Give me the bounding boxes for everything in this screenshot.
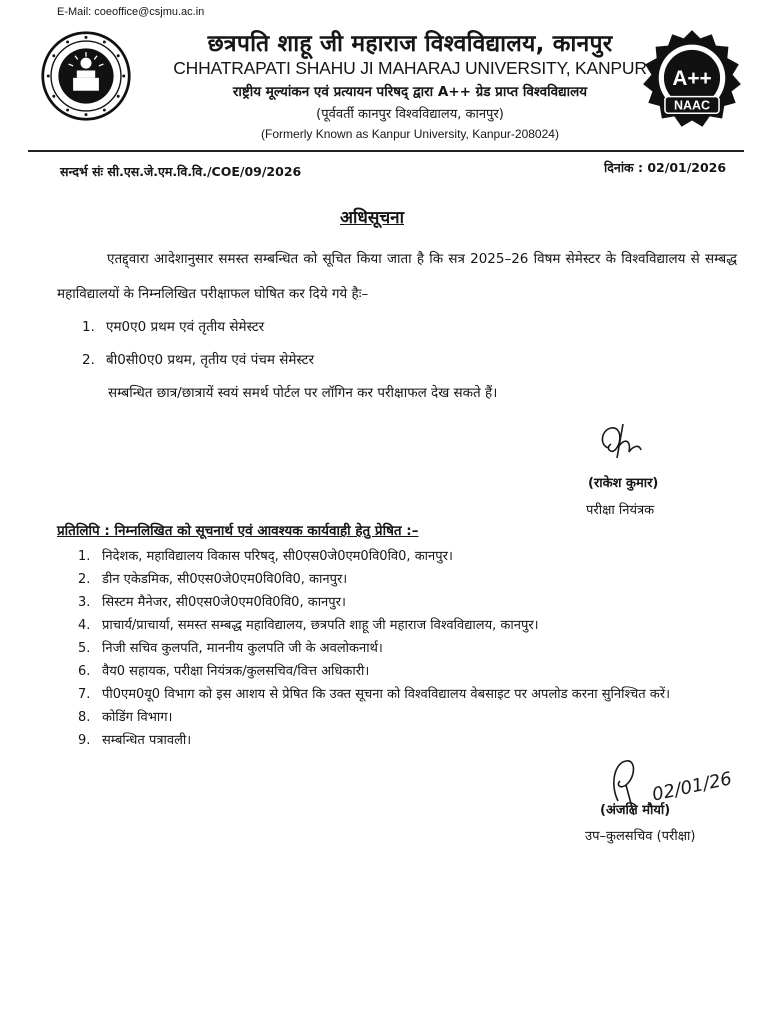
header-divider (28, 150, 744, 152)
list-item-text: पी0एम0यू0 विभाग को इस आशय से प्रेषित कि उक्त सूचना को विश्वविद्यालय वेबसाइट पर अपलोड करना सुनिश्चित करें। (102, 687, 671, 702)
result-item-text: बी0सी0ए0 प्रथम, तृतीय एवं पंचम सेमेस्टर (106, 352, 314, 368)
list-item (78, 615, 718, 637)
signatory-name: (अंजलि मौर्या) (600, 803, 671, 818)
formerly-known-english: (Formerly Known as Kanpur University, Kanpur-208024) (261, 127, 559, 141)
list-item-number: 2. (78, 572, 91, 587)
list-item-text: प्राचार्य/प्राचार्या, समस्त सम्बद्ध महाविद्यालय, छत्रपति शाहू जी महाराज विश्वविद्यालय, कानपुर। (102, 618, 539, 633)
list-item-number: 4. (78, 618, 91, 633)
list-item-text: सम्बन्धित पत्रावली। (102, 733, 192, 748)
list-item-number: 7. (78, 687, 91, 702)
signatory-name: (राकेश कुमार) (588, 476, 659, 491)
list-item-text: डीन एकेडमिक, सी0एस0जे0एम0वि0वि0, कानपुर। (102, 572, 348, 587)
list-item (78, 684, 718, 706)
list-item (78, 569, 718, 591)
list-item (78, 707, 718, 729)
list-item-number: 9. (78, 733, 91, 748)
list-item-number: 3. (78, 595, 91, 610)
list-item (78, 638, 718, 660)
naac-grade-text: A++ (672, 67, 712, 91)
copy-to-heading: प्रतिलिपि : निम्नलिखित को सूचनार्थ एवं आवश्यक कार्यवाही हेतु प्रेषित :– (57, 523, 419, 539)
formerly-known-hindi: (पूर्ववर्ती कानपुर विश्वविद्यालय, कानपुर) (316, 107, 504, 122)
list-item (78, 661, 718, 683)
result-item-text: एम0ए0 प्रथम एवं तृतीय सेमेस्टर (106, 319, 265, 335)
list-item (78, 730, 718, 752)
list-item (78, 592, 718, 614)
naac-label-text: NAAC (673, 98, 711, 113)
list-item-number: 6. (78, 664, 91, 679)
notification-title: अधिसूचना (340, 208, 404, 228)
university-name-english: CHHATRAPATI SHAHU JI MAHARAJ UNIVERSITY, KANPUR (173, 58, 647, 78)
list-item-number: 5. (78, 641, 91, 656)
result-item-number: 2. (82, 352, 95, 368)
result-item-number: 1. (82, 319, 95, 335)
list-item-number: 8. (78, 710, 91, 725)
document-date: दिनांक : 02/01/2026 (604, 160, 727, 175)
list-item-text: सिस्टम मैनेजर, सी0एस0जे0एम0वि0वि0, कानपुर। (102, 595, 346, 610)
list-item-text: निदेशक, महाविद्यालय विकास परिषद्, सी0एस0जे0एम0वि0वि0, कानपुर। (102, 549, 453, 564)
list-item-text: वैय0 सहायक, परीक्षा नियंत्रक/कुलसचिव/वित्त अधिकारी। (102, 664, 370, 679)
naac-badge-logo (640, 28, 744, 132)
email-address: E-Mail: coeoffice@csjmu.ac.in (57, 6, 205, 18)
list-item-text: निजी सचिव कुलपति, माननीय कुलपति जी के अवलोकनार्थ। (102, 641, 383, 656)
signatory-designation: परीक्षा नियंत्रक (586, 503, 655, 518)
handwritten-date: 02/01/26 (650, 768, 734, 806)
signatory-designation: उप–कुलसचिव (परीक्षा) (585, 829, 696, 844)
handwritten-signature (595, 418, 675, 468)
naac-accreditation-line: राष्ट्रीय मूल्यांकन एवं प्रत्यायन परिषद् द्वारा A++ ग्रेड प्राप्त विश्वविद्यालय (232, 84, 588, 100)
portal-instruction: सम्बन्धित छात्र/छात्रायें स्वयं समर्थ पोर्टल पर लॉगिन कर परीक्षाफल देख सकते हैं। (108, 385, 498, 401)
result-item (82, 317, 264, 335)
body-paragraph: एतद्द्वारा आदेशानुसार समस्त सम्बन्धित को सूचित किया जाता है कि सत्र 2025–26 विषम सेमेस्टर के विश्वविद्यालय से सम्बद्ध महाविद्यालयों के निम्नलिखित परीक्षाफल घोषित कर दिये गये हैः– (57, 251, 737, 302)
university-name-hindi: छत्रपति शाहू जी महाराज विश्वविद्यालय, कानपुर (207, 31, 613, 57)
reference-number: सन्दर्भ संः सी.एस.जे.एम.वि.वि./COE/09/2026 (60, 164, 302, 179)
result-item (82, 350, 314, 368)
list-item (78, 546, 718, 568)
list-item-number: 1. (78, 549, 91, 564)
copy-to-list (78, 546, 718, 753)
list-item-text: कोडिंग विभाग। (102, 710, 173, 725)
